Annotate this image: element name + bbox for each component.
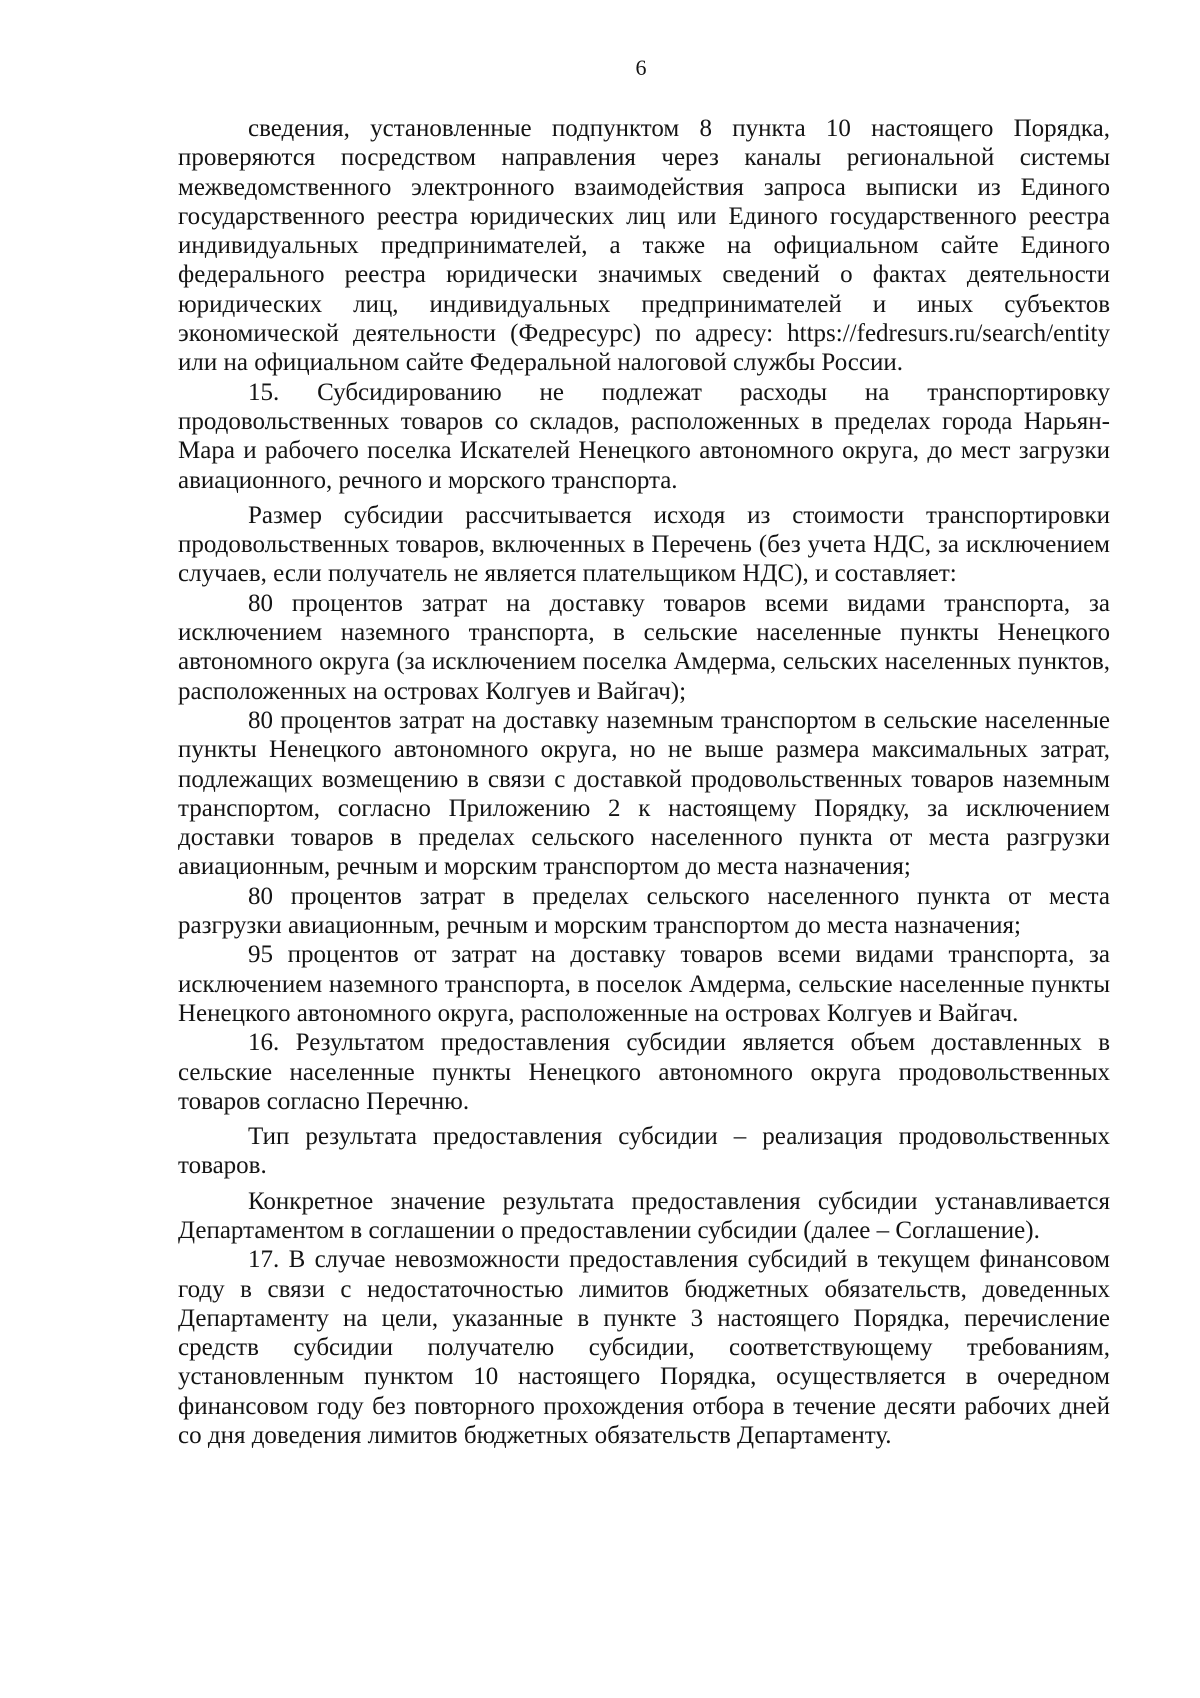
document-body: [178, 114, 1110, 1450]
page-number: 6: [635, 55, 647, 80]
paragraph-80-percent-ground-transport: 80 процентов затрат на доставку наземным транспортом в сельские населенные пункты Ненецкого автономного округа, но не выше размера максимальных затрат, подлежащих возмещению в связи с доставкой продовольственных товаров наземным транспортом, согласно Приложению 2 к настоящему Порядку, за исключением доставки товаров в пределах сельского населенного пункта от места разгрузки авиационным, речным и морским транспортом до места назначения;: [178, 706, 1110, 881]
paragraph-result-value: Конкретное значение результата предоставления субсидии устанавливается Департаментом в соглашении о предоставлении субсидии (далее – Соглашение).: [178, 1187, 1110, 1244]
paragraph-subsidy-amount: Размер субсидии рассчитывается исходя из стоимости транспортировки продовольственных товаров, включенных в Перечень (без учета НДС, за исключением случаев, если получатель не является плательщиком НДС), и составляет:: [178, 501, 1110, 588]
paragraph-result-type: Тип результата предоставления субсидии – реализация продовольственных товаров.: [178, 1123, 1110, 1180]
paragraph-80-percent-within-settlement: 80 процентов затрат в пределах сельского населенного пункта от места разгрузки авиационным, речным и морским транспортом до места назначения;: [178, 882, 1110, 940]
paragraph-verification-info: сведения, установленные подпунктом 8 пункта 10 настоящего Порядка, проверяются посредством направления через каналы региональной системы межведомственного электронного взаимодействия запроса выписки из Единого государственного реестра юридических лиц или Единого государственного реестра индивидуальных предпринимателей, а также на официальном сайте Единого федерального реестра юридически значимых сведений о фактах деятельности юридических лиц, индивидуальных предпринимателей и иных субъектов экономической деятельности (Федресурс) по адресу: https://fedresurs.ru/search/entity или на официальном сайте Федеральной налоговой службы России.: [178, 115, 1110, 377]
paragraph-80-percent-all-transport: 80 процентов затрат на доставку товаров всеми видами транспорта, за исключением наземного транспорта, в сельские населенные пункты Ненецкого автономного округа (за исключением поселка Амдерма, сельских населенных пунктов, расположенных на островах Колгуев и Вайгач);: [178, 589, 1110, 705]
paragraph-95-percent-amderma: 95 процентов от затрат на доставку товаров всеми видами транспорта, за исключением наземного транспорта, в поселок Амдерма, сельские населенные пункты Ненецкого автономного округа, расположенные на островах Колгуев и Вайгач.: [178, 941, 1110, 1027]
paragraph-16-result: 16. Результатом предоставления субсидии является объем доставленных в сельские населенные пункты Ненецкого автономного округа продовольственных товаров согласно Перечню.: [178, 1029, 1110, 1115]
paragraph-15-exclusions: 15. Субсидированию не подлежат расходы на транспортировку продовольственных товаров со складов, расположенных в пределах города Нарьян-Мара и рабочего поселка Искателей Ненецкого автономного округа, до мест загрузки авиационного, речного и морского транспорта.: [178, 378, 1110, 494]
paragraph-17-limits: 17. В случае невозможности предоставления субсидий в текущем финансовом году в связи с недостаточностью лимитов бюджетных обязательств, доведенных Департаменту на цели, указанные в пункте 3 настоящего Порядка, перечисление средств субсидии получателю субсидии, соответствующему требованиям, установленным пунктом 10 настоящего Порядка, осуществляется в очередном финансовом году без повторного прохождения отбора в течение десяти рабочих дней со дня доведения лимитов бюджетных обязательств Департаменту.: [178, 1246, 1110, 1450]
